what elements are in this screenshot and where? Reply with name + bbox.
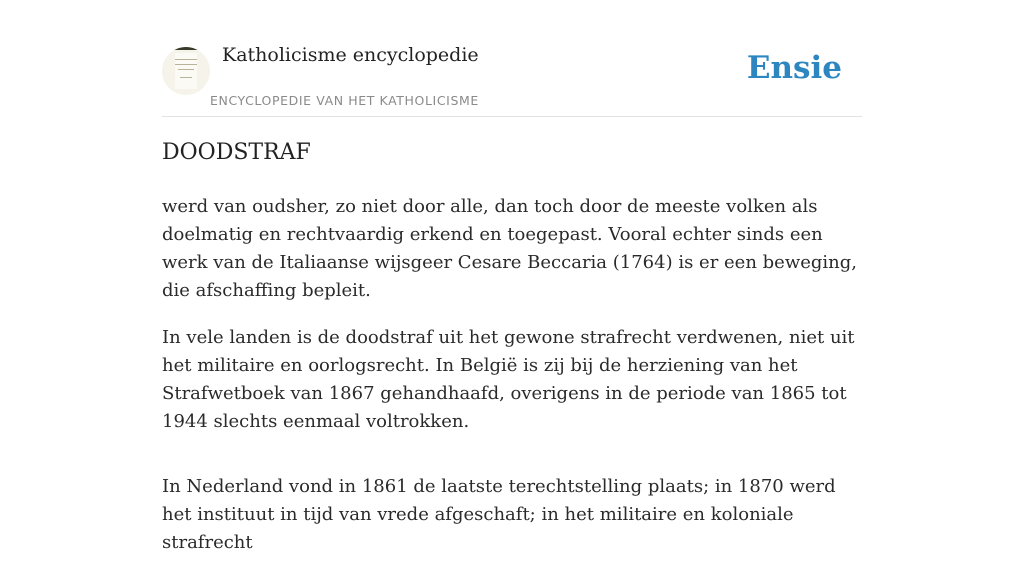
book-cover-icon[interactable] (162, 47, 210, 95)
book-title-link[interactable]: Katholicisme encyclopedie (222, 44, 479, 66)
header (162, 0, 862, 117)
entry-paragraph: In Nederland vond in 1861 de laatste terechtstelling plaats; in 1870 werd het instituut in tijd van vrede afgeschaft; in het militaire en koloniale strafrecht (162, 476, 836, 553)
book-subtitle: ENCYCLOPEDIE VAN HET KATHOLICISME (210, 93, 479, 108)
cover-line (180, 77, 192, 78)
ensie-logo-link[interactable]: Ensie (746, 50, 842, 86)
entry-paragraph: werd van oudsher, zo niet door alle, dan toch door de meeste volken als doelmatig en rechtvaardig erkend en toegepast. Vooral echter sinds een werk van de Italiaanse wijsgeer Cesare Beccaria (1764) is er een beweging, die afschaffing bepleit. (162, 196, 857, 301)
cover-line (175, 59, 197, 60)
cover-line (175, 64, 197, 65)
cover-band (174, 47, 198, 50)
entry-title: DOODSTRAF (162, 140, 311, 165)
entry-body (162, 193, 862, 576)
entry-paragraph: In vele landen is de doodstraf uit het gewone strafrecht verdwenen, niet uit het militaire en oorlogsrecht. In België is zij bij de herziening van het Strafwetboek van 1867 gehandhaafd, overigens in de periode van 1865 tot 1944 slechts eenmaal voltrokken. (162, 327, 855, 432)
page (162, 0, 862, 553)
cover-line (178, 69, 194, 70)
